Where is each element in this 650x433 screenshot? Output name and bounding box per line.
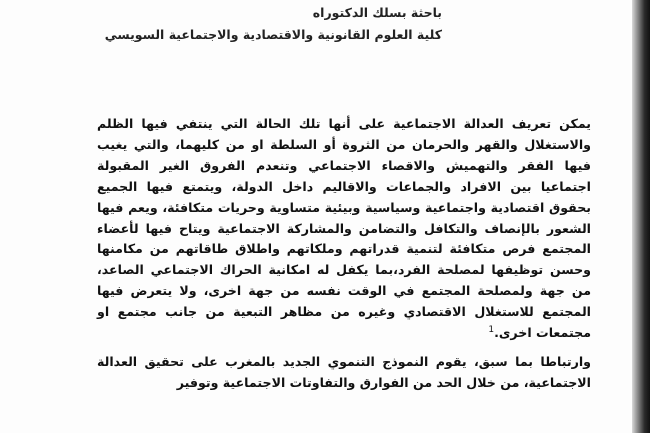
paragraph-definition-text: يمكن تعريف العدالة الاجتماعية على أنها تلك الحالة التي ينتفي فيها الظلم والاستغلال والقهر والحرمان من الثروة أو السلطة او من كليهما، والتي يغيب فيها الفقر والتهميش والاقصاء الاجتماعي وتنعدم الفروق الغير المقبولة اجتماعيا بين الافراد والجماعات والاقاليم داخل الدولة، ويتمتع فيها الجميع بحقوق اقتصادية واجتماعية وسياسية وبيئية متساوية وحريات متكافئة، ويعم فيها الشعور بالإنصاف والتكافل والتضامن والمشاركة الاجتماعية ويتاح فيها لأعضاء المجتمع فرص متكافئة لتنمية قدراتهم وملكاتهم واطلاق طاقاتهم من مكامنها وحسن توظيفها لمصلحة الفرد،بما يكفل له امكانية الحراك الاجتماعي الصاعد، من جهة ولمصلحة المجتمع في الوقت نفسه من جهة اخرى، ولا يتعرض فيها المجتمع للاستغلال الاقتصادي وغيره من مظاهر التبعية من جانب مجتمع او مجتمعات اخرى.: [97, 116, 591, 341]
document-body: [97, 114, 591, 394]
faculty-name: كلية العلوم القانونية والاقتصادية والاجتماعية السويسي: [104, 27, 442, 42]
scan-edge-shadow: [632, 0, 650, 433]
paragraph-definition: [97, 114, 591, 344]
author-title: باحثة بسلك الدكتوراه: [312, 5, 442, 20]
author-header: [82, 2, 442, 46]
paragraph-development-model: وارتباطا بما سبق، يقوم النموذج التنموي الجديد بالمغرب على تحقيق العدالة الاجتماعية، من خلال الحد من الفوارق والتفاوتات الاجتماعية وتوفير: [97, 353, 591, 390]
footnote-reference: 1: [488, 324, 495, 335]
